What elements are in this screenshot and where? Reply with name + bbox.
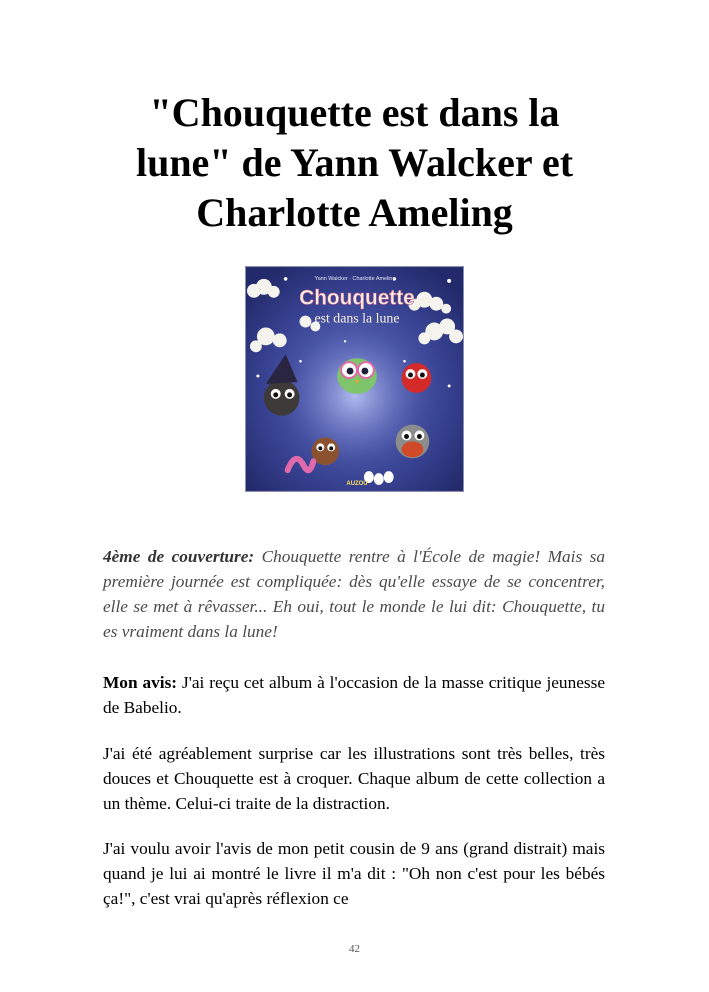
page-title	[60, 88, 649, 238]
back-cover-text: Chouquette rentre à l'École de magie! Mais sa première journée est compliquée: dès qu'elle essaye de se concentrer, elle se met à rêvasser... Eh oui, tout le monde le lui dit: Chouquette, tu es vraiment dans la lune!	[103, 547, 605, 641]
title-line-1: "Chouquette est dans la	[149, 90, 560, 135]
ladybug-character	[402, 363, 432, 393]
back-cover-label: 4ème de couverture:	[103, 547, 255, 566]
opinion-label: Mon avis:	[103, 673, 178, 692]
opinion-paragraph	[103, 670, 605, 720]
cover-publisher: AUZOU	[346, 481, 368, 488]
book-cover-image	[245, 266, 464, 492]
review-paragraph-3: J'ai voulu avoir l'avis de mon petit cousin de 9 ans (grand distrait) mais quand je lui ai montré le livre il m'a dit : "Oh non c'est pour les bébés ça!", c'est vrai qu'après réflexion ce	[103, 839, 605, 908]
owl-character	[337, 358, 377, 394]
page-number: 42	[349, 943, 360, 955]
eggs-icon	[364, 471, 394, 485]
cover-title-main: Chouquette	[299, 286, 415, 310]
bird-character	[396, 425, 430, 459]
review-paragraph-2: J'ai été agréablement surprise car les illustrations sont très belles, très douces et Chouquette est à croquer. Chaque album de cette collection a un thème. Celui-ci traite de la distraction.	[103, 744, 605, 813]
opinion-text: J'ai reçu cet album à l'occasion de la masse critique jeunesse de Babelio.	[103, 673, 605, 717]
back-cover-paragraph	[103, 544, 605, 644]
title-line-2: lune" de Yann Walcker et	[135, 140, 574, 185]
title-line-3: Charlotte Ameling	[196, 190, 513, 235]
cover-title-sub: est dans la lune	[314, 311, 400, 327]
book-cover-illustration	[246, 267, 463, 491]
cover-authors: Yann Walcker · Charlotte Ameling	[314, 275, 396, 282]
